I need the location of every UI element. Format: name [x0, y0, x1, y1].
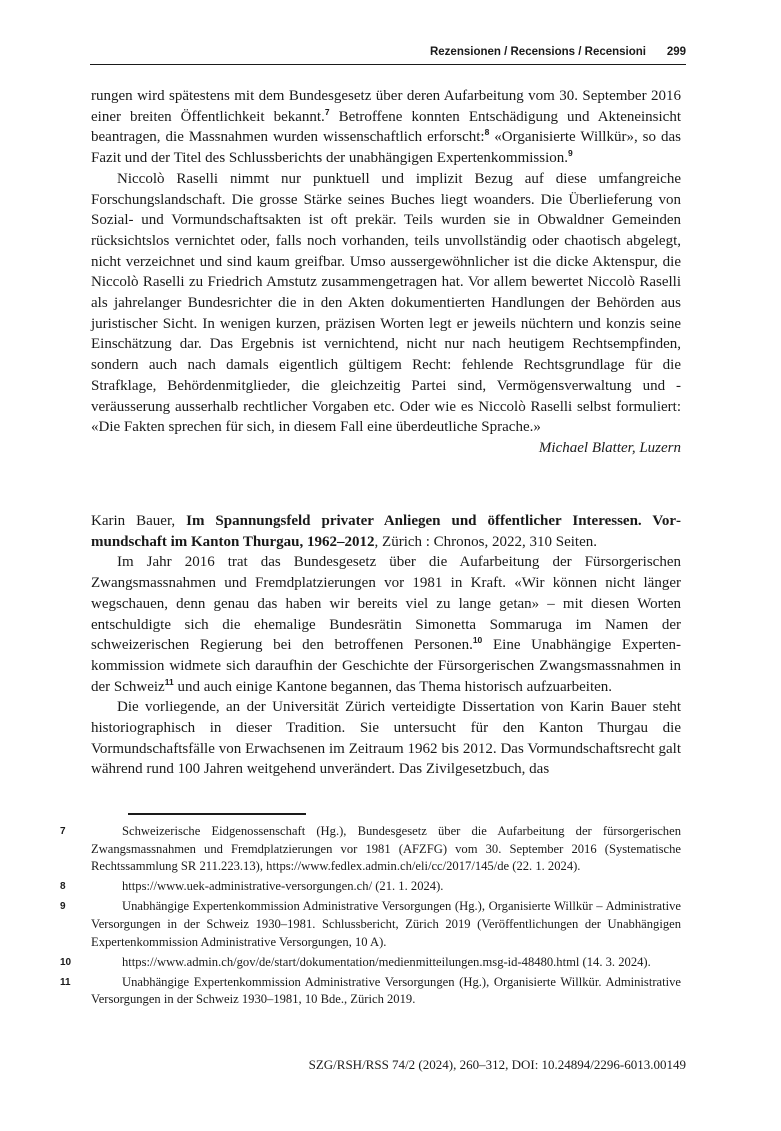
header-rule	[90, 64, 686, 65]
paragraph: Im Jahr 2016 trat das Bundesgesetz über die Aufarbeitung der Fürsorgerischen Zwangsmassnahmen und Fremdplatzierungen vor 1981 in Kraft. «Wir können nicht länger wegschauen, denn genau das haben wir bereits viel zu lange getan» – mit diesen Worten entschuldigte sich die ehemalige Bundesrätin Simonetta Sommaruga im Namen der schweizerischen Regierung bei den betroffenen Personen.$^{10}$ Eine Unabhängige Expertenkommission widmete sich daraufhin der Geschichte der Fürsorgerischen Zwangsmassnahmen in der Schweiz$^{11}$ und auch einige Kantone begannen, das Thema historisch aufzuarbeiten.	[91, 554, 681, 695]
footnote-text: https://www.uek-administrative-versorgungen.ch/ (21. 1. 2024).	[122, 879, 444, 894]
book-publication: , Zürich : Chronos, 2022, 310 Seiten.	[374, 533, 598, 550]
footnote-number: 9	[60, 901, 66, 913]
footnote-text: Unabhängige Expertenkommission Administrative Versorgungen (Hg.), Organisierte Willkür – Administrative Versorgungen in der Schweiz 1930–1981. Schlussbericht, Zürich 2019 (Veröffentlichungen der Unabhängigen Expertenkommission Administrative Versorgungen, 10 A).	[91, 899, 681, 949]
footnote	[60, 898, 681, 951]
review-continuation	[91, 86, 681, 459]
footnote-text: Schweizerische Eidgenossenschaft (Hg.), Bundesgesetz über die Aufarbeitung der fürsorgerischen Zwangsmassnahmen und Fremdplatzierungen vor 1981 (AFZFG) vom 30. September 2016 (Systematische Rechtssammlung SR 211.223.13), https://www.fedlex.admin.ch/eli/cc/2017/145/de (22. 1. 2024).	[91, 824, 681, 874]
journal-citation-footer: SZG/RSH/RSS 74/2 (2024), 260–312, DOI: 10.24894/2296-6013.00149	[308, 1057, 686, 1072]
book-author: Karin Bauer,	[91, 513, 187, 529]
footnote-number: 8	[60, 881, 66, 893]
reviewer-signature: Michael Blatter, Luzern	[538, 439, 681, 456]
footnote-ref[interactable]: 8	[484, 127, 490, 138]
footnote-ref[interactable]: 9	[568, 148, 573, 159]
page-number: 299	[666, 46, 686, 58]
footnote-text: Unabhängige Expertenkommission Administrative Versorgungen (Hg.), Organisierte Willkür. Administrative Versorgungen in der Schweiz 1930–1981, 10 Bde., Zürich 2019.	[91, 974, 681, 1007]
review-bauer	[91, 511, 681, 780]
paragraph: Die vorliegende, an der Universität Zürich verteidigte Dissertation von Karin Bauer steht historiographisch in dieser Tradition. Sie untersucht für den Kanton Thurgau die Vormundschaftsfälle von Erwachsenen im Zeitraum 1962 bis 2012. Das Vormundschaftsrecht galt während rund 100 Jahren weitgehend unverändert. Das Zivilgesetzbuch, das	[91, 699, 681, 778]
book-title: Im Spannungsfeld privater Anliegen und öffentlicher Interessen. Vormundschaft im Kanton Thurgau, 1962–2012	[91, 513, 682, 550]
footnotes	[60, 823, 681, 1011]
footnote-text: https://www.admin.ch/gov/de/start/dokumentation/medienmitteilungen.msg-id-48480.html (14. 3. 2024).	[122, 954, 651, 969]
footnote-ref[interactable]: 11	[164, 676, 174, 687]
section-title: Rezensionen / Recensions / Recensioni	[429, 46, 646, 58]
footnote-number: 10	[60, 956, 72, 968]
footnote	[60, 954, 681, 972]
paragraph: Niccolò Raselli nimmt nur punktuell und implizit Bezug auf diese umfangreiche Forschungslandschaft. Die grosse Stärke seines Buches liegt woanders. Die Überlieferung von Sozial- und Vormundschaftsakten ist oft prekär. Teils wurden sie in Obwaldner Gemeinden rücksichtslos vernichtet oder, falls noch vorhanden, teils unvollständig oder chaotisch abgelegt, nicht verzeichnet und sind kaum greifbar. Umso aussergewöhnlicher ist die dicke Aktenspur, die Niccolò Raselli zu Friedrich Amstutz zusammengetragen hat. Vor allem bewertet Niccolò Raselli als jahrelanger Bundesrichter die in den Akten dokumentierten Handlungen der Behörden aus juristischer Sicht. In wenigen kurzen, präzisen Worten legt er jeweils nüchtern und konzis seine Einschätzung dar. Das Ergebnis ist vernichtend, nicht nur nach heutigem Rechtsempfinden, sondern auch nach damals eigentlich gültigem Recht: fehlende Rechtsgrundlage für die Strafklage, Behördenmitglieder, die gleichzeitig Partei sind, Vermögensverwaltung und -veräusserung ausserhalb rechtlicher Vorgaben etc. Oder wie es Niccolò Raselli selbst formuliert: «Die Fakten sprechen für sich, in diesem Fall eine überdeutliche Sprache.»	[91, 170, 681, 436]
footnote-number: 11	[60, 976, 71, 988]
running-header	[90, 46, 686, 64]
footnote	[60, 974, 681, 1009]
book-citation	[91, 511, 681, 552]
footnote-ref[interactable]: 10	[472, 635, 483, 646]
footnote	[60, 878, 681, 896]
footnote-number: 7	[60, 826, 66, 837]
paragraph: rungen wird spätestens mit dem Bundesgesetz über deren Aufarbeitung vom 30. September 2016 einer breiten Öffentlichkeit bekannt.$^7$ Betroffene konnten Entschädigung und Akteneinsicht beantragen, die Massnahmen wurden wissenschaftlich erforscht:$^8$ «Organisierte Willkür», so das Fazit und der Titel des Schlussberichts der unabhängigen Expertenkommission.$^9$	[91, 88, 682, 167]
footnote-ref[interactable]: 7	[324, 106, 330, 117]
footnote	[60, 823, 681, 876]
footnote-rule	[128, 813, 306, 815]
